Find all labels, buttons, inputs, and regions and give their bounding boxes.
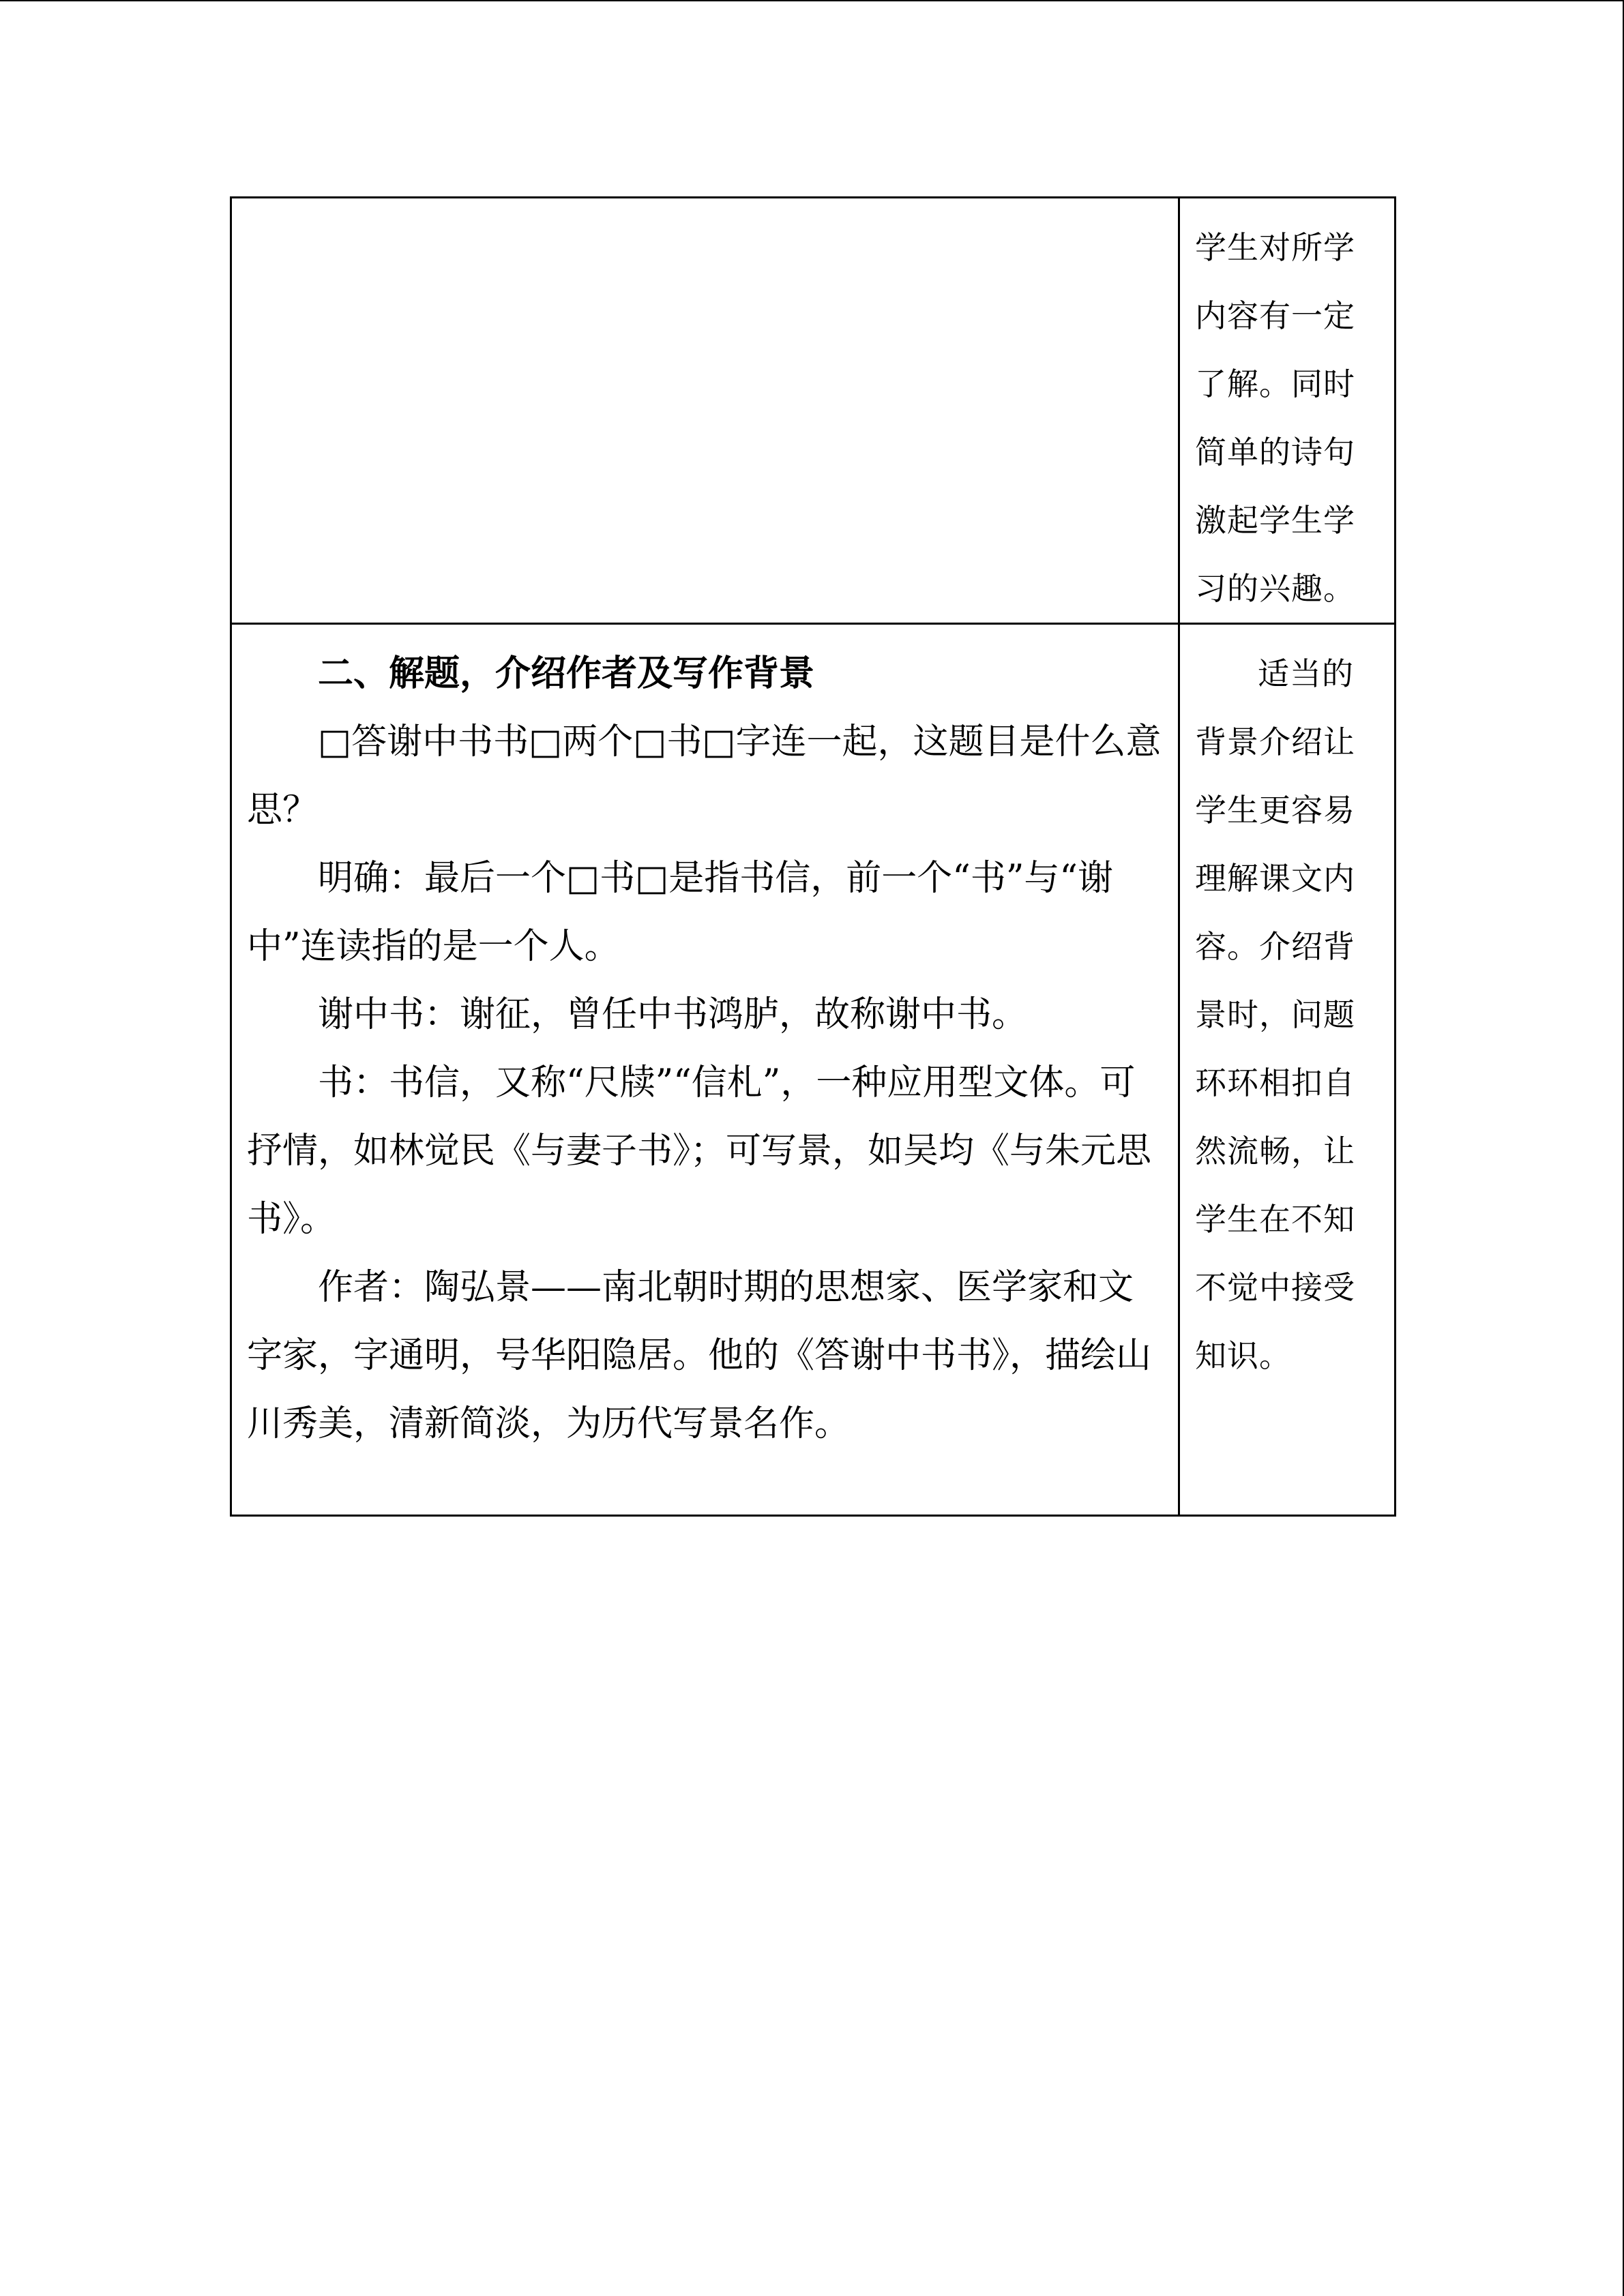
teaching-content: [232, 198, 1178, 213]
design-intent-note: [1180, 198, 1394, 623]
teaching-content: [232, 625, 1178, 1458]
content-paragraph: 谢中书：谢征，曾任中书鸿胪，故称谢中书。: [318, 994, 1028, 1035]
lesson-plan-table: [230, 196, 1396, 1517]
design-intent-cell: [1179, 624, 1396, 1516]
note-line: 景时，问题: [1195, 996, 1355, 1033]
note-line: 知识。: [1195, 1337, 1291, 1374]
note-line: 容。介绍背: [1195, 928, 1355, 965]
note-line: 适当的: [1258, 655, 1354, 692]
note-line: 然流畅，让: [1195, 1133, 1355, 1169]
note-line: 环环相扣自: [1195, 1064, 1355, 1101]
content-paragraph: 明确：最后一个□书□是指书信，前一个“书”与“谢中”连读指的是一个人。: [247, 858, 1114, 967]
note-line: 简单的诗句: [1195, 434, 1355, 471]
content-paragraph: 作者：陶弘景——南北朝时期的思想家、医学家和文字家，字通明，号华阳隐居。他的《答谢中书书》，描绘山川秀美，清新简淡，为历代写景名作。: [247, 1267, 1152, 1444]
note-line: 习的兴趣。: [1195, 570, 1355, 607]
content-paragraph: □答谢中书书□两个□书□字连一起，这题目是什么意思？: [247, 721, 1162, 831]
teaching-content-cell: [231, 198, 1179, 624]
teaching-content-cell: [231, 624, 1179, 1516]
note-line: 激起学生学: [1195, 502, 1355, 539]
content-paragraph: 书：书信，又称“尺牍”“信札”，一种应用型文体。可抒情，如林觉民《与妻子书》；可写景，如吴均《与朱元思书》。: [247, 1062, 1152, 1240]
note-line: 学生更容易: [1195, 792, 1355, 829]
note-line: 学生对所学: [1195, 229, 1355, 266]
design-intent-cell: [1179, 198, 1396, 624]
table-row: [231, 198, 1396, 624]
note-line: 内容有一定: [1195, 297, 1355, 334]
section-heading: 二、解题，介绍作者及写作背景: [318, 653, 815, 694]
table-row: [231, 624, 1396, 1516]
note-line: 了解。同时: [1195, 366, 1355, 402]
note-line: 理解课文内: [1195, 860, 1355, 897]
design-intent-note: [1180, 625, 1394, 1390]
note-line: 背景介绍让: [1195, 724, 1355, 760]
note-line: 不觉中接受: [1195, 1269, 1355, 1306]
note-line: 学生在不知: [1195, 1201, 1355, 1238]
